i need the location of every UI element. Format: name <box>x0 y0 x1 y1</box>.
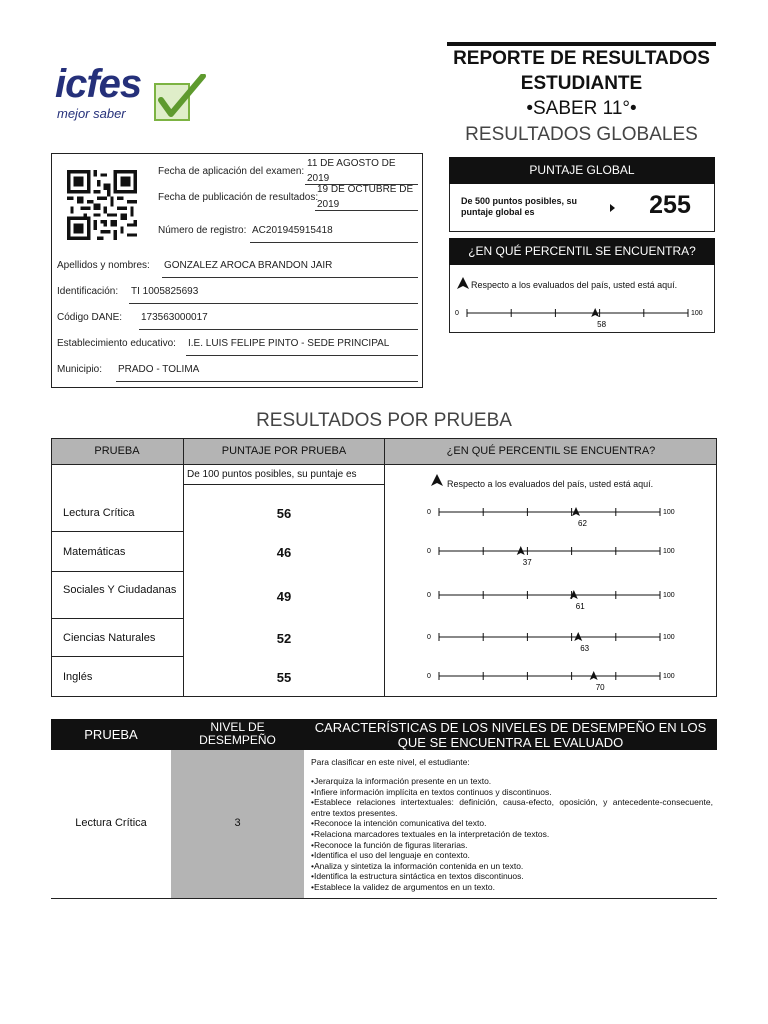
global-percentile-header: ¿EN QUÉ PERCENTIL SE ENCUENTRA? <box>449 238 715 265</box>
levels-intro: Para clasificar en este nivel, el estudiante: <box>311 757 470 767</box>
dane-underline <box>139 329 418 330</box>
scale-min-label: 0 <box>427 591 431 599</box>
publication-date-label: Fecha de publicación de resultados: <box>158 192 319 203</box>
test-score: 52 <box>276 631 292 646</box>
table-border-col2 <box>384 438 385 697</box>
section-results-title: RESULTADOS POR PRUEBA <box>256 410 512 431</box>
list-item: •Establece la validez de argumentos en un texto. <box>311 881 495 892</box>
percentile-scale <box>427 664 682 694</box>
name-value: GONZALEZ AROCA BRANDON JAIR <box>164 260 333 271</box>
list-item: •Relaciona marcadores textuales en la interpretación de textos. <box>311 828 550 839</box>
exam-date-value-1: 11 DE AGOSTO DE <box>307 158 396 169</box>
scale-max-label: 100 <box>691 310 703 317</box>
list-item: •Analiza y sintetiza la información contenida en un texto. <box>311 860 524 871</box>
icfes-logo <box>55 64 215 126</box>
scale-min-label: 0 <box>427 634 431 641</box>
levels-col-level: NIVEL DE DESEMPEÑO <box>171 719 304 750</box>
list-item: •Identifica la estructura sintáctica en textos discontinuos. <box>311 871 524 882</box>
score-note-underline <box>183 484 385 485</box>
percentile-value-label: 61 <box>575 601 585 611</box>
list-item: •Jerarquiza la información presente en un texto. <box>311 776 492 786</box>
logo-wordmark: icfes <box>55 62 142 106</box>
percentile-scale <box>427 625 682 655</box>
scale-max-label: 100 <box>663 548 675 555</box>
table-border-bottom <box>51 696 717 697</box>
levels-table-bottom <box>51 898 717 899</box>
school-value: I.E. LUIS FELIPE PINTO - SEDE PRINCIPAL <box>188 338 390 349</box>
qr-code-icon <box>67 169 137 241</box>
levels-col-test: PRUEBA <box>51 719 171 750</box>
scale-min-label: 0 <box>455 310 459 317</box>
levels-col-characteristics: CARACTERÍSTICAS DE LOS NIVELES DE DESEMPEÑO EN LOS QUE SE ENCUENTRA EL EVALUADO <box>304 719 717 750</box>
levels-characteristics-list <box>311 776 713 893</box>
col-percentile-header: ¿EN QUÉ PERCENTIL SE ENCUENTRA? <box>385 438 717 464</box>
id-value: TI 1005825693 <box>131 286 199 297</box>
scale-min-label: 0 <box>427 548 431 555</box>
publication-date-underline <box>315 210 418 211</box>
test-score: 55 <box>276 669 292 685</box>
table-header-bottom <box>51 464 717 465</box>
percentile-value-label: 70 <box>595 682 605 692</box>
test-name: Lectura Crítica <box>63 507 135 519</box>
test-score: 56 <box>276 506 292 521</box>
exam-date-label: Fecha de aplicación del examen: <box>158 166 305 177</box>
checkmark-icon <box>153 74 207 124</box>
global-score-text: De 500 puntos posibles, su puntaje global es <box>461 196 578 217</box>
scale-max-label: 100 <box>663 509 675 516</box>
publication-date-value-2: 2019 <box>317 199 340 210</box>
test-name: Matemáticas <box>63 546 126 558</box>
name-underline <box>162 277 418 278</box>
school-label: Establecimiento educativo: <box>57 338 176 349</box>
levels-test-name: Lectura Crítica <box>75 817 147 829</box>
table-border-left <box>51 438 52 697</box>
test-score: 49 <box>276 588 292 604</box>
levels-level-value: 3 <box>234 817 241 829</box>
id-underline <box>129 303 418 304</box>
percentile-marker-icon <box>457 277 469 289</box>
percentile-scale <box>427 539 682 569</box>
list-item: •Reconoce la función de figuras literarias. <box>311 839 468 850</box>
col-score-header: PUNTAJE POR PRUEBA <box>184 438 384 464</box>
percentile-value-label: 62 <box>578 519 587 528</box>
scale-max-label: 100 <box>663 591 675 599</box>
percentile-value-label: 37 <box>522 558 532 567</box>
publication-date-value-1: 19 DE OCTUBRE DE <box>317 184 414 195</box>
list-item: •Identifica el uso del lenguaje en contexto. <box>311 850 470 861</box>
pointer-arrow-icon <box>610 204 615 212</box>
exam-name: •SABER 11°• <box>526 98 637 119</box>
scale-min-label: 0 <box>427 509 431 516</box>
registry-value: AC201945915418 <box>252 225 333 236</box>
global-percentile-scale <box>455 301 710 331</box>
municipality-underline <box>116 381 418 382</box>
logo-tagline: mejor saber <box>57 106 126 121</box>
exam-date-value-2: 2019 <box>307 173 330 184</box>
scale-max-label: 100 <box>663 634 675 641</box>
test-name: Sociales Y Ciudadanas <box>63 583 177 596</box>
row-divider <box>51 656 183 657</box>
percentile-scale <box>427 583 682 613</box>
municipality-value: PRADO - TOLIMA <box>118 364 200 375</box>
id-label: Identificación: <box>57 286 119 297</box>
dane-label: Código DANE: <box>57 312 123 323</box>
dane-value: 173563000017 <box>141 312 208 323</box>
row-divider <box>51 571 183 572</box>
results-table <box>51 438 717 697</box>
results-percentile-reference: Respecto a los evaluados del país, usted está aquí. <box>447 479 654 489</box>
registry-label: Número de registro: <box>158 225 247 236</box>
percentile-scale <box>427 500 682 530</box>
list-item: •Reconoce la intención comunicativa del texto. <box>311 818 487 829</box>
col-test-header: PRUEBA <box>51 438 183 464</box>
global-percentile-reference: Respecto a los evaluados del país, usted está aquí. <box>471 280 678 290</box>
school-underline <box>186 355 418 356</box>
list-item: •Establece relaciones intertextuales: definición, causa-efecto, oposición, y antecedente-consecuente, entre textos presentes. <box>311 797 713 818</box>
table-border-top <box>51 438 717 439</box>
table-border-col1 <box>183 438 184 697</box>
report-title: REPORTE DE RESULTADOS ESTUDIANTE <box>453 48 710 94</box>
percentile-value-label: 63 <box>580 644 590 653</box>
list-item: •Infiere información implícita en textos continuos y discontinuos. <box>311 786 552 797</box>
scale-min-label: 0 <box>427 672 431 680</box>
section-global-title: RESULTADOS GLOBALES <box>465 124 698 145</box>
test-name: Ciencias Naturales <box>63 632 156 644</box>
percentile-marker-icon <box>431 474 443 486</box>
score-note: De 100 puntos posibles, su puntaje es <box>187 469 357 480</box>
name-label: Apellidos y nombres: <box>57 260 150 271</box>
scale-max-label: 100 <box>663 672 675 680</box>
registry-underline <box>250 242 418 243</box>
test-name: Inglés <box>63 670 93 683</box>
percentile-value-label: 58 <box>597 320 607 329</box>
row-divider <box>51 618 183 619</box>
row-divider <box>51 531 183 532</box>
global-score-header: PUNTAJE GLOBAL <box>449 157 715 184</box>
table-border-right <box>716 438 717 697</box>
test-score: 46 <box>276 545 292 560</box>
global-score-value: 255 <box>649 191 691 219</box>
municipality-label: Municipio: <box>57 364 103 375</box>
